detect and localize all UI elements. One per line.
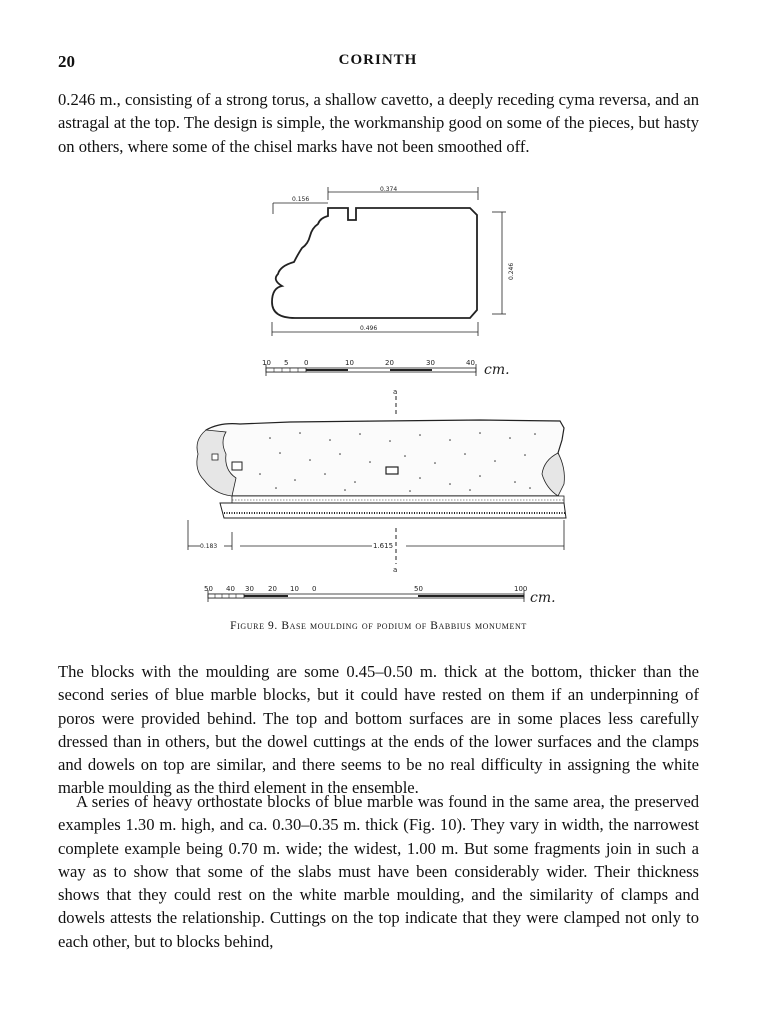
dim-offset-label: 0.156	[292, 196, 310, 203]
scale-1-tick: 30	[426, 359, 435, 367]
dim-length-label: 1.615	[373, 542, 394, 550]
scale-2-tick: 40	[226, 585, 235, 593]
page-number: 20	[58, 52, 75, 71]
figure-9-drawing	[180, 178, 580, 608]
scale-1-unit: cm.	[484, 362, 510, 378]
scale-bar-1	[266, 364, 476, 376]
scale-1-tick: 20	[385, 359, 394, 367]
block-elevation	[197, 420, 566, 518]
scale-2-tick: 50	[204, 585, 213, 593]
section-mark-top: a	[393, 388, 398, 396]
scale-2-tick: 50	[414, 585, 423, 593]
block-top-face	[202, 420, 564, 496]
scale-1-tick: 10	[345, 359, 354, 367]
scale-2-tick: 20	[268, 585, 277, 593]
moulding-band	[232, 496, 564, 503]
moulding-profile	[272, 187, 506, 336]
scale-1-tick: 0	[304, 359, 309, 367]
scale-2-tick: 30	[245, 585, 254, 593]
figure-caption: Figure 9. Base moulding of podium of Babbius monument	[230, 620, 527, 632]
dim-bottom-label: 0.496	[360, 325, 378, 332]
scale-1-tick: 5	[284, 359, 289, 367]
paragraph-continued: 0.246 m., consisting of a strong torus, a shallow cavetto, a deeply receding cyma reversa, and an astragal at the top. The design is simple, the workmanship good on some of the pieces, but hasty on others, where some of the chisel marks have not been smoothed off.	[58, 90, 699, 156]
scale-bar-2	[208, 590, 524, 602]
dim-height-label: 0.246	[508, 262, 515, 280]
scale-2-tick: 0	[312, 585, 317, 593]
scale-2-tick: 100	[514, 585, 528, 593]
moulding-base	[220, 503, 566, 518]
scale-1-tick: 40	[466, 359, 475, 367]
section-mark-bottom: a	[393, 566, 398, 574]
profile-outline	[272, 208, 477, 318]
scale-2-unit: cm.	[530, 590, 556, 606]
paragraph-3: A series of heavy orthostate blocks of blue marble was found in the same area, the preserved examples 1.30 m. high, and ca. 0.30–0.35 m. thick (Fig. 10). They vary in width, the narrowest complete example being 0.70 m. wide; the widest, 1.00 m. But some fragments join in such a way as to show that some of the slabs must have been considerably wider. Their thickness shows that they could rest on the white marble moulding, and the similarity of clamps and dowels attests the relationship. Cuttings on the top indicate that they were clamped not only to each other, but to blocks behind,	[58, 792, 699, 951]
cutting-left-small	[212, 454, 218, 460]
dim-top-label: 0.374	[380, 186, 398, 193]
paragraph-2: The blocks with the moulding are some 0.45–0.50 m. thick at the bottom, thicker than the second series of blue marble blocks, but it could have rested on them if an underpinning of poros were provided behind. The top and bottom surfaces are in some places less carefully dressed than in others, but the dowel cuttings at the ends of the lower surfaces and the clamps and dowels on top are similar, and there seems to be no real difficulty in assigning the white marble moulding as the third element in the ensemble.	[58, 662, 699, 798]
running-title: CORINTH	[338, 52, 418, 68]
clamp-cutting-left	[232, 462, 242, 470]
scale-2-tick: 10	[290, 585, 299, 593]
dowel-cutting-center	[386, 467, 398, 474]
scale-1-tick: 10	[262, 359, 271, 367]
dim-left-label: 0.183	[200, 543, 218, 550]
page-header	[58, 52, 698, 74]
